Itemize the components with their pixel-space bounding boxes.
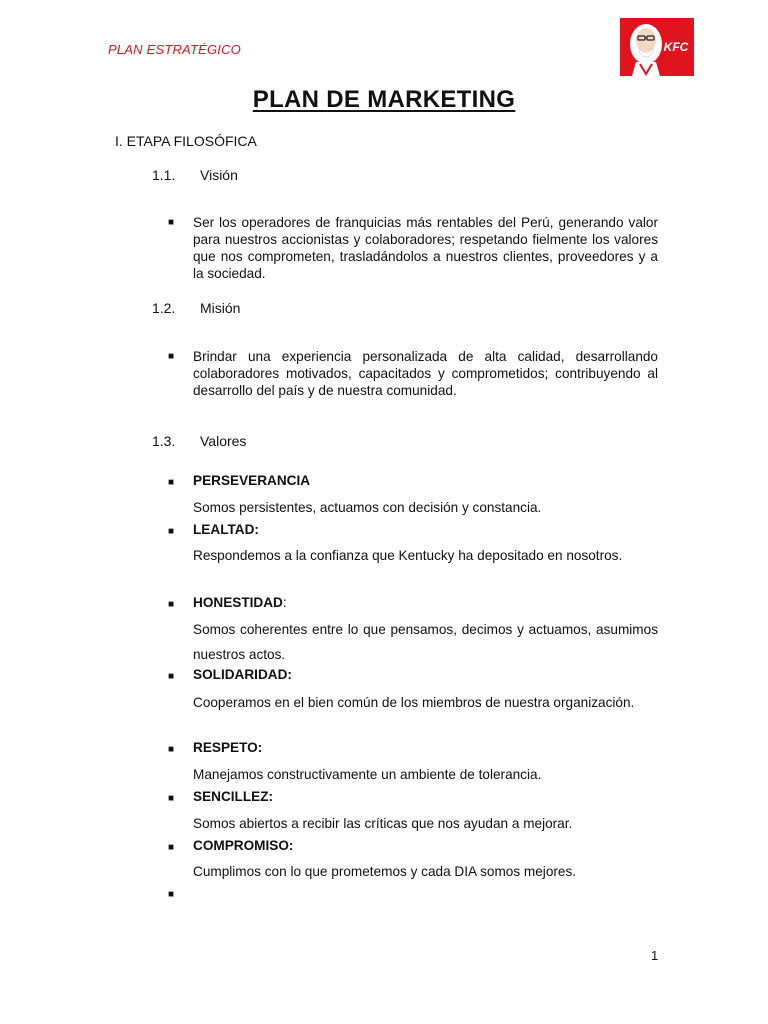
value-description: Somos abiertos a recibir las críticas que nos ayudan a mejorar. <box>193 816 573 831</box>
subsection-label: Valores <box>200 433 247 449</box>
bullet-icon: ■ <box>168 793 175 804</box>
section-title: I. ETAPA FILOSÓFICA <box>115 133 257 149</box>
bullet-icon: ■ <box>168 526 175 537</box>
subsection-label: Visión <box>200 167 238 183</box>
subsection-vision <box>152 167 238 183</box>
value-heading: LEALTAD: <box>193 522 259 537</box>
bullet-icon: ■ <box>168 217 175 228</box>
value-heading: RESPETO: <box>193 740 263 755</box>
bullet-icon: ■ <box>168 671 175 682</box>
value-description: Somos persistentes, actuamos con decisión y constancia. <box>193 500 542 515</box>
value-heading: SOLIDARIDAD: <box>193 667 292 682</box>
page-number: 1 <box>651 948 659 963</box>
value-description: Cooperamos en el bien común de los miembros de nuestra organización. <box>193 695 635 710</box>
value-description: Manejamos constructivamente un ambiente de tolerancia. <box>193 767 542 782</box>
bullet-icon: ■ <box>168 889 175 900</box>
value-description: Respondemos a la confianza que Kentucky ha depositado en nosotros. <box>193 548 623 563</box>
header-label: PLAN ESTRATÉGICO <box>108 42 241 57</box>
value-description: Cumplimos con lo que prometemos y cada DIA somos mejores. <box>193 864 577 879</box>
subsection-number: 1.1. <box>152 167 176 183</box>
subsection-label: Misión <box>200 300 241 316</box>
bullet-icon: ■ <box>168 351 175 362</box>
bullet-icon: ■ <box>168 842 175 853</box>
bullet-icon: ■ <box>168 744 175 755</box>
mission-text: Brindar una experiencia personalizada de alta calidad, desarrollando colaboradores motivados, capacitados y comprometidos; contribuyendo al desarrollo del país y de nuestra comunidad. <box>193 349 658 398</box>
value-heading: SENCILLEZ: <box>193 789 274 804</box>
value-description: Somos coherentes entre lo que pensamos, decimos y actuamos, asumimos nuestros actos. <box>193 622 658 662</box>
kfc-logo-text: KFC <box>663 40 689 54</box>
value-heading: PERSEVERANCIA <box>193 473 311 488</box>
subsection-values <box>152 433 246 449</box>
bullet-icon: ■ <box>168 599 175 610</box>
subsection-number: 1.2. <box>152 300 176 316</box>
subsection-mission <box>152 300 240 316</box>
value-heading: HONESTIDAD: <box>193 595 287 610</box>
vision-text: Ser los operadores de franquicias más rentables del Perú, generando valor para nuestros accionistas y colaboradores; respetando fielmente los valores que nos comprometen, trasladándolos a nuestros clientes, proveedores y a la sociedad. <box>193 215 658 281</box>
document-title: PLAN DE MARKETING <box>252 86 516 113</box>
kfc-logo <box>620 18 694 76</box>
bullet-icon: ■ <box>168 477 175 488</box>
value-heading: COMPROMISO: <box>193 838 294 853</box>
subsection-number: 1.3. <box>152 433 176 449</box>
